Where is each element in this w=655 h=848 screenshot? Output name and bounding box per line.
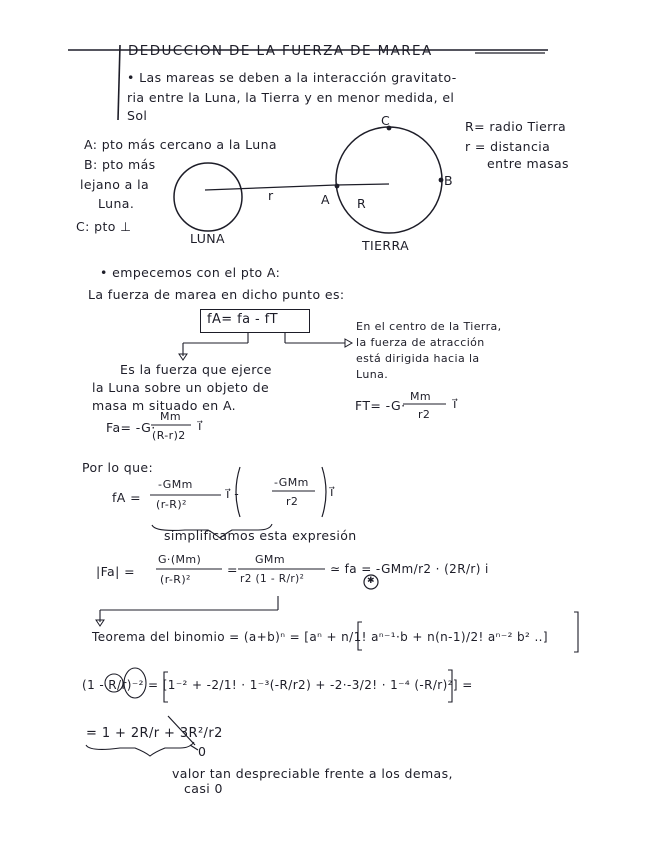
note-2: casi 0 (184, 781, 223, 796)
fA-num1: -GMm (158, 478, 193, 491)
intro-line-1: • Las mareas se deben a la interacción gravitato- (127, 70, 457, 85)
por-lo-que: Por lo que: (82, 460, 154, 475)
abs-den1: (r-R)² (160, 573, 191, 586)
margin-line (118, 45, 120, 120)
point-b-desc-2: lejano a la (80, 177, 150, 192)
start-text: • empecemos con el pto A: (100, 265, 281, 280)
center-2: la fuerza de atracción (356, 336, 485, 349)
moon-force-1: Es la fuerza que ejerce (120, 362, 272, 377)
fT-den: r2 (418, 408, 431, 421)
label-A: A (321, 192, 330, 207)
intro-line-2: ria entre la Luna, la Tierra y en menor medida, el (127, 90, 455, 105)
tidal-text: La fuerza de marea en dicho punto es: (88, 287, 345, 302)
point-b-dot (439, 178, 444, 183)
fA-den1: (r-R)² (156, 498, 187, 511)
abs-eq: = (227, 562, 238, 577)
label-luna: LUNA (190, 231, 225, 246)
fA-lhs: fA = (112, 490, 141, 505)
label-C: C (381, 113, 391, 128)
point-c-desc: C: pto ⊥ (76, 219, 132, 234)
result: = 1 + 2R/r + 3R²/r2 (86, 726, 223, 741)
star-mark: ✱ (367, 576, 375, 586)
boxed-formula: fA= fa - fT (207, 312, 278, 327)
expansion: (1 - R/r)⁻² = [1⁻² + -2/1! · 1⁻³(-R/r2) + -2·-3/2! · 1⁻⁴ (-R/r)²] = (82, 678, 473, 692)
fA-den2: r2 (286, 495, 299, 508)
fA-num2: -GMm (274, 476, 309, 489)
point-a-dot (335, 184, 340, 189)
abs-num2: GMm (255, 553, 285, 566)
moon-force-2: la Luna sobre un objeto de (92, 380, 270, 395)
center-3: está dirigida hacia la (356, 352, 480, 365)
fA-vec1: i⃗ - (226, 486, 240, 501)
radius-line (336, 184, 389, 185)
fT-vec: i⃗ (453, 396, 457, 411)
page-title: DEDUCCION DE LA FUERZA DE MAREA (128, 43, 433, 59)
legend-r-2: entre masas (487, 156, 569, 171)
label-tierra: TIERRA (362, 238, 410, 253)
center-1: En el centro de la Tierra, (356, 320, 502, 333)
fa-den: (R-r)2 (152, 429, 186, 442)
earth-circle (336, 127, 442, 233)
abs-num1: G·(Mm) (158, 553, 202, 566)
approx-expr: ≃ fa = -GMm/r2 · (2R/r) i (330, 562, 489, 576)
fA-vec2: i⃗ (330, 484, 334, 499)
label-B: B (444, 173, 453, 188)
simplify-text: simplificamos esta expresión (164, 528, 357, 543)
fa-num: Mm (160, 410, 182, 423)
legend-r-1: r = distancia (465, 139, 551, 154)
point-a-desc: A: pto más cercano a la Luna (84, 137, 277, 152)
zero-mark: 0 (198, 744, 207, 759)
abs-lhs: |Fa| = (96, 564, 135, 579)
note-1: valor tan despreciable frente a los demas, (172, 766, 453, 781)
intro-line-3: Sol (127, 108, 148, 123)
abs-den2: r2 (1 - R/r)² (240, 573, 305, 585)
moon-circle (174, 163, 242, 231)
teorema-text: Teorema del binomio = (a+b)ⁿ = [aⁿ + n/1! aⁿ⁻¹·b + n(n-1)/2! aⁿ⁻² b² ..] (92, 630, 548, 644)
point-b-desc-1: B: pto más (84, 157, 156, 172)
moon-force-3: masa m situado en A. (92, 398, 237, 413)
label-R: R (357, 196, 367, 211)
legend-R: R= radio Tierra (465, 119, 567, 134)
fT-lhs: FT= -G· (355, 398, 406, 413)
center-4: Luna. (356, 368, 389, 381)
label-r: r (268, 188, 274, 203)
fa-vec: i⃗ (198, 418, 202, 433)
point-b-desc-3: Luna. (98, 196, 135, 211)
fa-lhs: Fa= -G· (106, 420, 156, 435)
fT-num: Mm (410, 390, 432, 403)
